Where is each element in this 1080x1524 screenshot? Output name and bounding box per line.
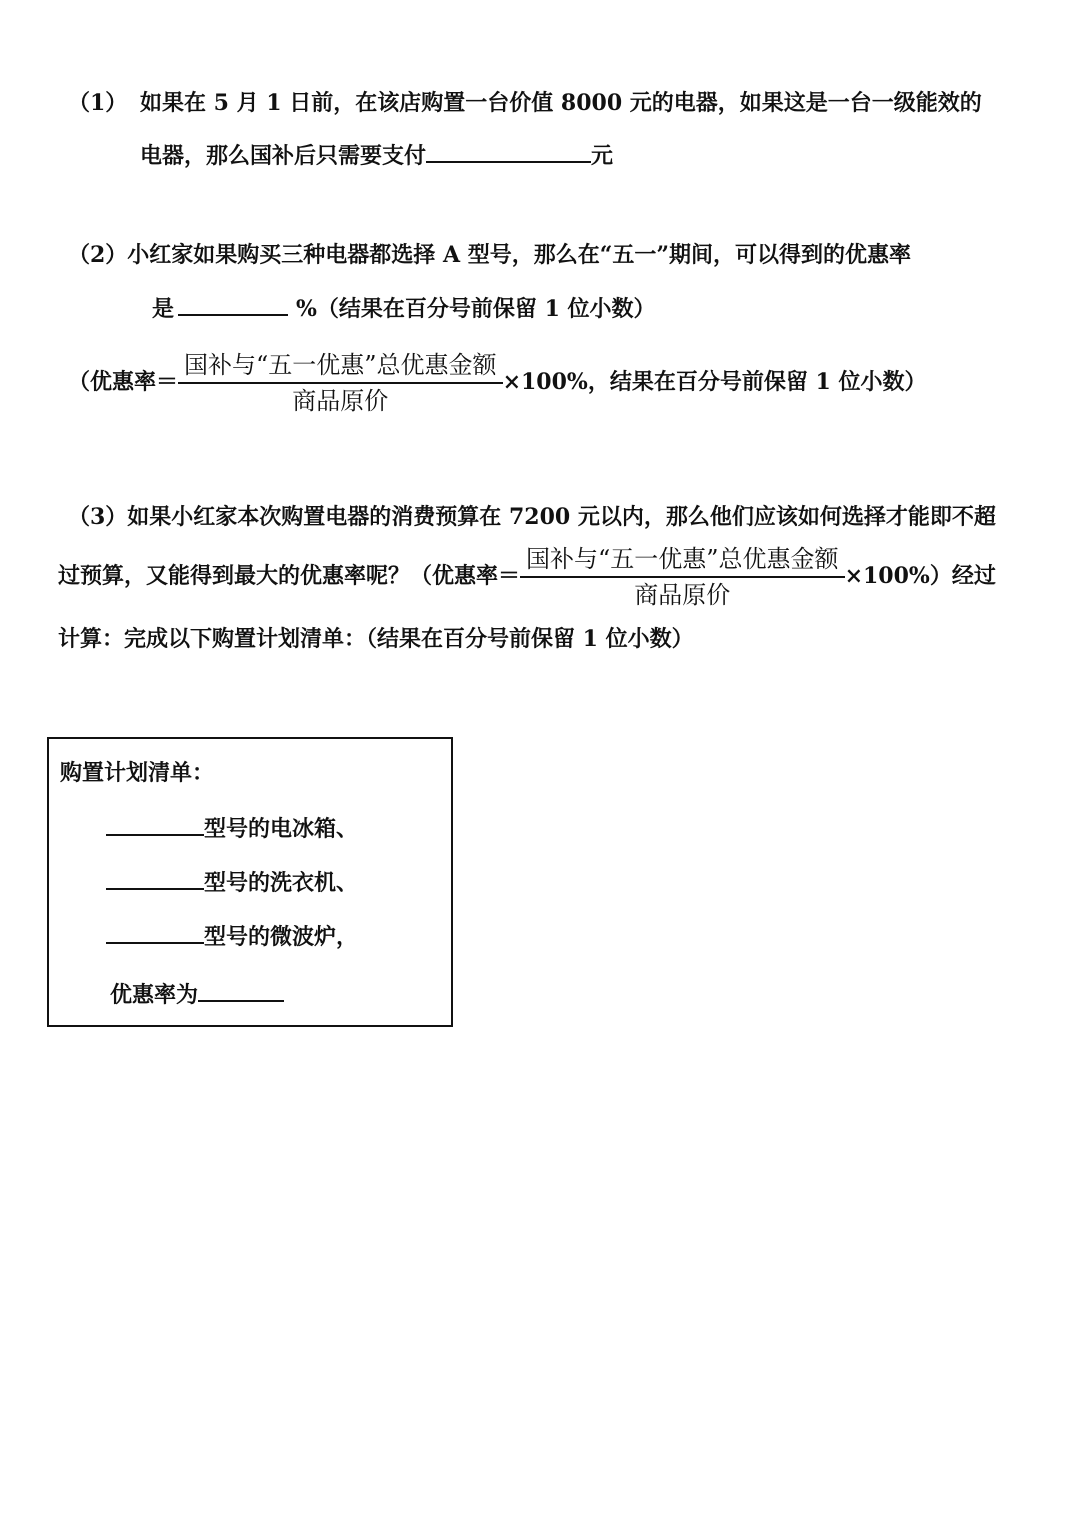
q2-line2-suffix: %（结果在百分号前保留 1 位小数）: [296, 296, 656, 322]
q2-answer-blank[interactable]: [178, 292, 288, 316]
q3-formula-fraction: [520, 544, 845, 610]
q2-formula-line: [68, 350, 926, 416]
q1-line2: [140, 139, 613, 171]
plan-washer-blank[interactable]: [106, 866, 204, 890]
q3-line3-text: 计算：完成以下购置计划清单：（结果在百分号前保留 1 位小数）: [58, 626, 694, 652]
q2-formula-numerator: 国补与“五一优惠”总优惠金额: [178, 350, 503, 384]
q1-line2-suffix: 元: [591, 143, 614, 169]
q1-line1: [68, 88, 982, 118]
q3-line1: [68, 502, 996, 532]
q3-formula-denominator: 商品原价: [634, 581, 731, 609]
q1-text: 如果在 5 月 1 日前，在该店购置一台价值 8000 元的电器，如果这是一台一级能效的: [140, 90, 982, 116]
plan-rate-label: 优惠率为: [110, 982, 199, 1008]
q2-formula-denominator: 商品原价: [292, 387, 389, 415]
plan-rate: [110, 978, 284, 1010]
plan-item-washer: [106, 866, 358, 898]
q1-line2-prefix: 电器，那么国补后只需要支付: [140, 143, 427, 169]
q3-text: （3）如果小红家本次购置电器的消费预算在 7200 元以内，那么他们应该如何选择才能即不超: [68, 504, 996, 530]
plan-item-microwave: [106, 920, 358, 952]
q2-line2: [152, 292, 656, 324]
plan-microwave-blank[interactable]: [106, 920, 204, 944]
q2-line2-prefix: 是: [152, 296, 175, 322]
q1-label: （1）: [68, 90, 128, 116]
q1-answer-blank[interactable]: [426, 139, 591, 163]
plan-fridge-label: 型号的电冰箱、: [204, 816, 359, 842]
q3-line2-suffix: ×100%）经过: [844, 563, 996, 589]
q2-line1: [68, 240, 911, 270]
plan-fridge-blank[interactable]: [106, 812, 204, 836]
plan-rate-blank[interactable]: [198, 978, 284, 1002]
plan-item-fridge: [106, 812, 358, 844]
plan-microwave-label: 型号的微波炉，: [204, 924, 359, 950]
q2-formula-fraction: [178, 350, 503, 416]
q2-formula-suffix: ×100%，结果在百分号前保留 1 位小数）: [502, 369, 927, 395]
q3-line3: [58, 624, 694, 654]
q2-text: （2）小红家如果购买三种电器都选择 A 型号，那么在“五一”期间，可以得到的优惠率: [68, 242, 912, 268]
q2-formula-prefix: （优惠率＝: [68, 369, 179, 395]
q3-line2-prefix: 过预算，又能得到最大的优惠率呢？（优惠率＝: [58, 563, 521, 589]
plan-title: 购置计划清单：: [60, 760, 215, 786]
q3-formula-numerator: 国补与“五一优惠”总优惠金额: [520, 544, 845, 578]
q3-line2: [58, 544, 996, 610]
plan-washer-label: 型号的洗衣机、: [204, 870, 359, 896]
